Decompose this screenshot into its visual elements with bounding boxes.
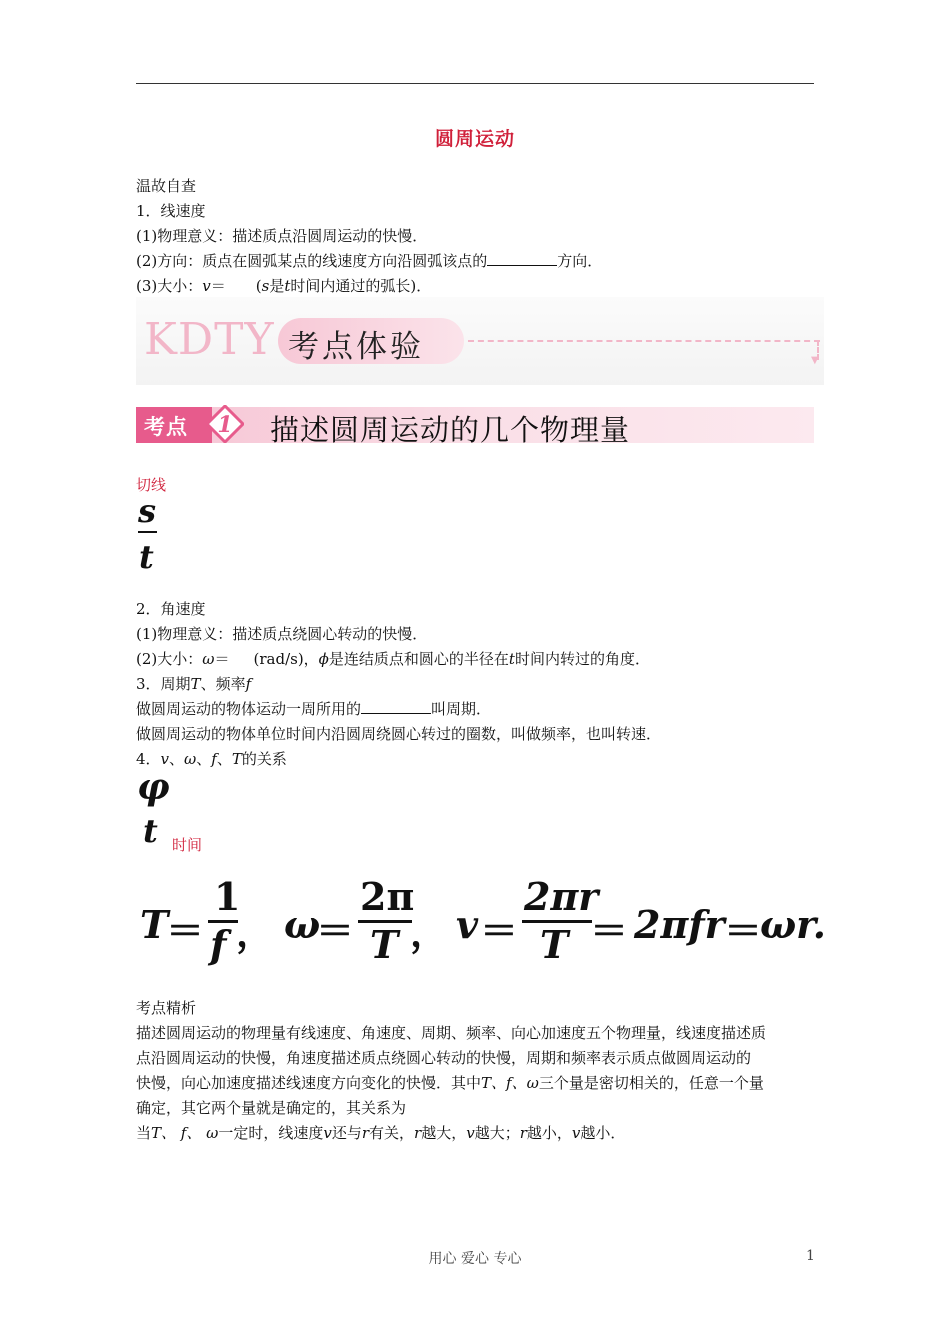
rel-omega: ω <box>184 750 197 768</box>
angular-velocity-meaning: (1)物理意义：描述质点绕圆心转动的快慢． <box>136 625 428 643</box>
analysis-line5-mid3: 有关， <box>369 1124 415 1142</box>
answer-frac-denominator: t <box>139 538 154 576</box>
angular-velocity-size <box>136 649 650 669</box>
size-note-mid: 是 <box>269 277 285 295</box>
analysis-line2: 点沿圆周运动的快慢，角速度描述质点绕圆心转动的快慢，周期和频率表示质点做圆周运动的 <box>136 1049 752 1067</box>
size-note-open: ( <box>255 277 262 295</box>
page-number: 1 <box>806 1248 815 1264</box>
section-number: 1 <box>217 412 233 438</box>
angular-velocity-heading: 2．角速度 <box>136 600 206 618</box>
omega-var: ω <box>202 650 215 668</box>
analysis-line1: 描述圆周运动的物理量有线速度、角速度、周期、频率、向心加速度五个物理量，线速度描述质 <box>136 1024 767 1042</box>
analysis-line3 <box>136 1073 764 1093</box>
analysis-line5-end: 越小． <box>580 1124 626 1142</box>
rel-sep1: 、 <box>169 750 185 768</box>
analysis-r3: r <box>519 1124 527 1142</box>
formula-eq2: ＝ <box>316 908 355 953</box>
period-heading-mid: 、频率 <box>200 675 246 693</box>
formula-eq3: ＝ <box>480 908 519 953</box>
analysis-line5-prefix: 当 <box>136 1124 152 1142</box>
section-number-badge-icon <box>206 405 244 443</box>
linear-velocity-size <box>136 276 431 296</box>
page-title: 圆周运动 <box>434 128 515 150</box>
formula-eq1: ＝ <box>166 908 205 953</box>
analysis-line3-vars: T、f、ω <box>481 1074 539 1092</box>
analysis-v3: v <box>571 1124 581 1142</box>
analysis-r1: r <box>361 1124 370 1142</box>
av-unit: (rad/s)， <box>253 650 319 668</box>
v-var: v <box>202 277 211 295</box>
arrow-down-icon: ▼ <box>811 355 819 366</box>
direction-prefix: (2)方向：质点在圆弧某点的线速度方向沿圆弧该点的 <box>136 252 488 270</box>
rel-v: v <box>160 750 170 768</box>
banner-dashed-line <box>468 340 820 342</box>
formula-eq4: ＝ <box>590 908 629 953</box>
linear-velocity-direction <box>136 251 602 271</box>
analysis-heading: 考点精析 <box>136 999 197 1017</box>
analysis-v1: v <box>323 1124 332 1142</box>
rel-sep2: 、 <box>196 750 212 768</box>
section-tag: 考点 <box>144 415 188 439</box>
formula-v: v <box>456 902 479 947</box>
analysis-line5-mid1: 一定时，线速度 <box>218 1124 324 1142</box>
kdty-logo-text: KDTY <box>144 314 275 365</box>
linear-velocity-meaning: (1)物理意义：描述质点沿圆周运动的快慢． <box>136 227 428 245</box>
analysis-line5-vars: T、 f、 ω <box>151 1124 219 1142</box>
s-var: s <box>261 277 270 295</box>
rel-f: f <box>211 750 217 768</box>
analysis-line3-suffix: 三个量是密切相关的，任意一个量 <box>538 1074 764 1092</box>
rel-sep3: 、 <box>216 750 232 768</box>
formula-two-pi: 2π <box>360 874 415 919</box>
formula-one: 1 <box>214 874 241 919</box>
f-var: f <box>245 675 252 693</box>
header-rule <box>136 83 814 84</box>
formula-omega-r: ωr. <box>760 902 826 947</box>
page-footer: 用心 爱心 专心 <box>428 1251 522 1267</box>
analysis-line4: 确定，其它两个量就是确定的，其关系为 <box>136 1099 407 1117</box>
banner-label: 考点体验 <box>288 329 424 365</box>
t-var: t <box>284 277 291 295</box>
relation-num: 4． <box>136 750 161 768</box>
formula-comma1: ， <box>236 910 275 955</box>
analysis-v2: v <box>466 1124 475 1142</box>
answer-time: 时间 <box>172 836 203 854</box>
T-var: T <box>190 675 201 693</box>
analysis-line5-mid4: 越大， <box>421 1124 467 1142</box>
answer-t: t <box>143 812 158 850</box>
phi-var: ϕ <box>318 650 329 668</box>
formula-eq5: ＝ <box>724 908 763 953</box>
formula-omega: ω <box>284 902 321 947</box>
period-line2: 做圆周运动的物体单位时间内沿圆周绕圆心转过的圈数，叫做频率，也叫转速． <box>136 725 662 743</box>
direction-blank <box>487 251 557 266</box>
analysis-line5 <box>136 1123 625 1143</box>
t-var-2: t <box>508 650 515 668</box>
av-size-mid: 是连结质点和圆心的半径在 <box>328 650 509 668</box>
period-blank <box>361 699 431 714</box>
linear-velocity-heading: 1．线速度 <box>136 202 206 220</box>
av-size-end: 时间内转过的角度． <box>514 650 650 668</box>
direction-suffix: 方向． <box>557 252 603 270</box>
formula-f: f <box>210 922 227 967</box>
period-heading-prefix: 3．周期 <box>136 675 191 693</box>
size-eq: ＝ <box>210 277 226 295</box>
size-prefix: (3)大小： <box>136 277 203 295</box>
period-heading <box>136 674 251 694</box>
section-title: 描述圆周运动的几个物理量 <box>270 413 631 447</box>
analysis-r2: r <box>414 1124 422 1142</box>
period-line1-prefix: 做圆周运动的物体运动一周所用的 <box>136 700 362 718</box>
relation-suffix: 的关系 <box>241 750 287 768</box>
analysis-line5-mid5: 越大； <box>474 1124 520 1142</box>
formula-comma2: ， <box>410 910 449 955</box>
rel-T: T <box>231 750 242 768</box>
formula-T2: T <box>370 922 399 967</box>
analysis-line3-prefix: 快慢，向心加速度描述线速度方向变化的快慢．其中 <box>136 1074 482 1092</box>
analysis-line5-mid6: 越小， <box>526 1124 572 1142</box>
formula-T: T <box>140 902 169 947</box>
answer-tangent: 切线 <box>136 476 167 494</box>
formula-T3: T <box>540 922 569 967</box>
size-note-end: 时间内通过的弧长)． <box>290 277 432 295</box>
period-line1-suffix: 叫周期． <box>431 700 492 718</box>
answer-frac-bar <box>138 531 157 533</box>
av-size-prefix: (2)大小： <box>136 650 203 668</box>
av-size-eq: ＝ <box>214 650 230 668</box>
analysis-line5-mid2: 还与 <box>331 1124 362 1142</box>
review-heading: 温故自查 <box>136 177 197 195</box>
answer-phi: φ <box>137 766 170 808</box>
formula-two-pi-fr: 2πfr <box>634 902 725 947</box>
period-line1 <box>136 699 491 719</box>
formula-two-pi-r: 2πr <box>524 874 599 919</box>
answer-frac-numerator: s <box>138 492 157 530</box>
